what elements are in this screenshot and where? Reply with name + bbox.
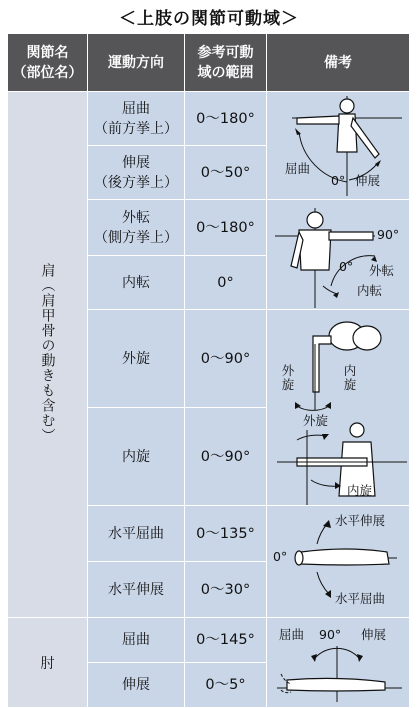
direction-cell: 伸展 （後方挙上） (88, 146, 185, 200)
range-cell: 0～180° (185, 200, 267, 256)
direction-cell: 外転 （側方挙上） (88, 200, 185, 256)
figure-horizontal (267, 506, 410, 618)
figure-label-zero: 0° (273, 549, 288, 564)
range-cell: 0° (185, 256, 267, 310)
direction-cell: 水平伸展 (88, 562, 185, 618)
range-cell: 0～90° (185, 408, 267, 506)
range-cell: 0～135° (185, 506, 267, 562)
page-title: ＜上肢の関節可動域＞ (119, 9, 299, 29)
figure-label-zero: 0° (339, 259, 354, 274)
figure-label-horizontal-flexion: 水平屈曲 (335, 591, 386, 606)
figure-abduction-adduction (267, 200, 410, 310)
joint-shoulder-label: 肩（肩甲骨の動きも含む） (39, 262, 56, 443)
range-cell: 0～50° (185, 146, 267, 200)
figure-label-adduction: 内転 (357, 283, 383, 298)
range-cell: 0～90° (185, 310, 267, 408)
figure-label-elbow-flexion: 屈曲 (279, 627, 305, 642)
header-direction: 運動方向 (88, 34, 185, 92)
direction-cell: 内旋 (88, 408, 185, 506)
figure-label-ninety: 90° (377, 227, 400, 242)
table-row (8, 92, 410, 146)
range-cell: 0～145° (185, 618, 267, 663)
direction-cell: 外旋 (88, 310, 185, 408)
range-cell: 0～180° (185, 92, 267, 146)
figure-label-extension: 伸展 (355, 173, 381, 188)
abduction-adduction-figure (267, 200, 410, 310)
header-range: 参考可動 域の範囲 (185, 34, 267, 92)
figure-flexion-extension (267, 92, 410, 200)
joint-elbow-label: 肘 (40, 655, 55, 672)
range-cell: 0～5° (185, 663, 267, 708)
direction-cell: 内転 (88, 256, 185, 310)
figure-label-abduction: 外転 (369, 263, 395, 278)
table-header-row (8, 34, 410, 92)
figure-label-external-rotation-mid: 外旋 (303, 413, 329, 428)
header-notes: 備考 (267, 34, 410, 92)
figure-label-elbow-extension: 伸展 (361, 627, 387, 642)
range-cell: 0～30° (185, 562, 267, 618)
direction-cell: 屈曲 （前方挙上） (88, 92, 185, 146)
direction-cell: 屈曲 (88, 618, 185, 663)
figure-label-zero: 0° (331, 173, 346, 188)
direction-cell: 水平屈曲 (88, 506, 185, 562)
direction-cell: 伸展 (88, 663, 185, 708)
figure-label-flexion: 屈曲 (285, 161, 311, 176)
figure-rotation (267, 310, 410, 506)
header-joint: 関節名 （部位名） (8, 34, 88, 92)
figure-label-external-rotation: 外旋 (281, 363, 295, 392)
figure-label-horizontal-extension: 水平伸展 (335, 513, 386, 528)
figure-label-internal-rotation-bottom: 内旋 (347, 483, 373, 498)
joint-elbow (8, 618, 88, 708)
figure-label-elbow-ninety: 90° (319, 627, 342, 642)
rotation-figure (267, 310, 410, 510)
joint-shoulder (8, 92, 88, 618)
range-of-motion-table (7, 33, 410, 708)
figure-elbow (267, 618, 410, 708)
table-row (8, 618, 410, 663)
figure-label-internal-rotation: 内旋 (343, 363, 357, 392)
